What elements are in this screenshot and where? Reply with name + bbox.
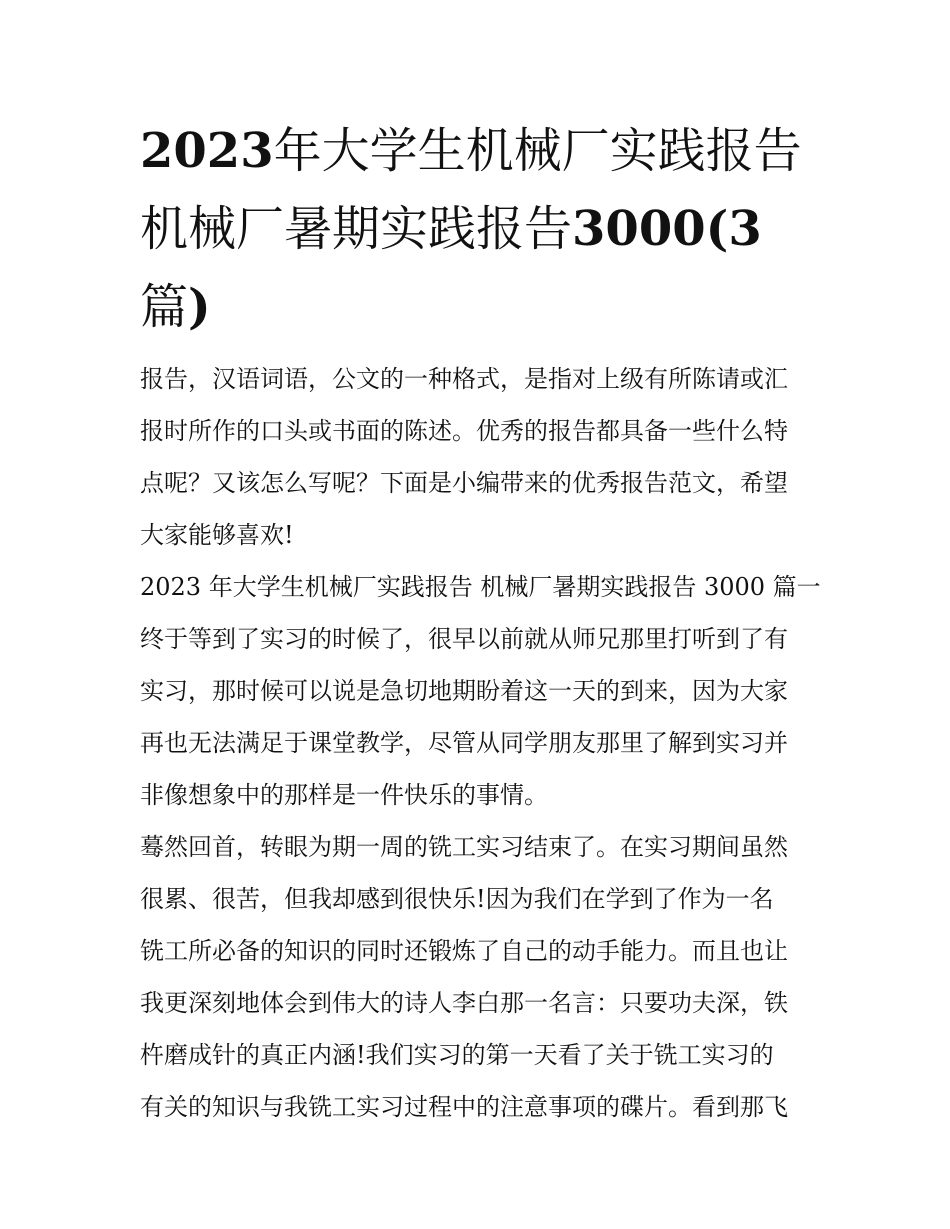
body-line: 终于等到了实习的时候了，很早以前就从师兄那里打听到了有	[140, 625, 788, 653]
title-number: 3000(3	[572, 201, 762, 257]
body-line: 铣工所必备的知识的同时还锻炼了自己的动手能力。而且也让	[140, 937, 788, 965]
document-body	[140, 353, 821, 1133]
title-text-3: 篇	[140, 279, 189, 335]
title-year: 2023	[140, 123, 274, 179]
body-line: 再也无法满足于课堂教学，尽管从同学朋友那里了解到实习并	[140, 729, 788, 757]
title-line-3	[140, 268, 812, 346]
body-line: 我更深刻地体会到伟大的诗人李白那一名言：只要功夫深，铁	[140, 989, 788, 1017]
body-line: 实习，那时候可以说是急切地期盼着这一天的到来，因为大家	[140, 677, 788, 705]
body-line: 有关的知识与我铣工实习过程中的注意事项的碟片。看到那飞	[140, 1093, 788, 1121]
body-line: 报告，汉语词语，公文的一种格式，是指对上级有所陈请或汇	[140, 365, 788, 393]
title-line-1	[140, 112, 812, 190]
document-title	[140, 112, 812, 346]
body-line: 很累、很苦，但我却感到很快乐!因为我们在学到了作为一名	[140, 885, 774, 913]
body-line: 报时所作的口头或书面的陈述。优秀的报告都具备一些什么特	[140, 417, 788, 445]
title-paren: )	[188, 279, 211, 335]
body-line: 杵磨成针的真正内涵!我们实习的第一天看了关于铣工实习的	[140, 1041, 774, 1069]
body-line: 大家能够喜欢!	[140, 521, 294, 549]
body-line: 蓦然回首，转眼为期一周的铣工实习结束了。在实习期间虽然	[140, 833, 788, 861]
title-text-2: 机械厂暑期实践报告	[140, 201, 573, 257]
body-line: 非像想象中的那样是一件快乐的事情。	[140, 781, 548, 809]
body-line: 2023 年大学生机械厂实践报告 机械厂暑期实践报告 3000 篇一	[140, 573, 821, 601]
body-line: 点呢？又该怎么写呢？下面是小编带来的优秀报告范文，希望	[140, 469, 788, 497]
title-text-1: 年大学生机械厂实践报告	[273, 123, 802, 179]
title-line-2	[140, 190, 812, 268]
